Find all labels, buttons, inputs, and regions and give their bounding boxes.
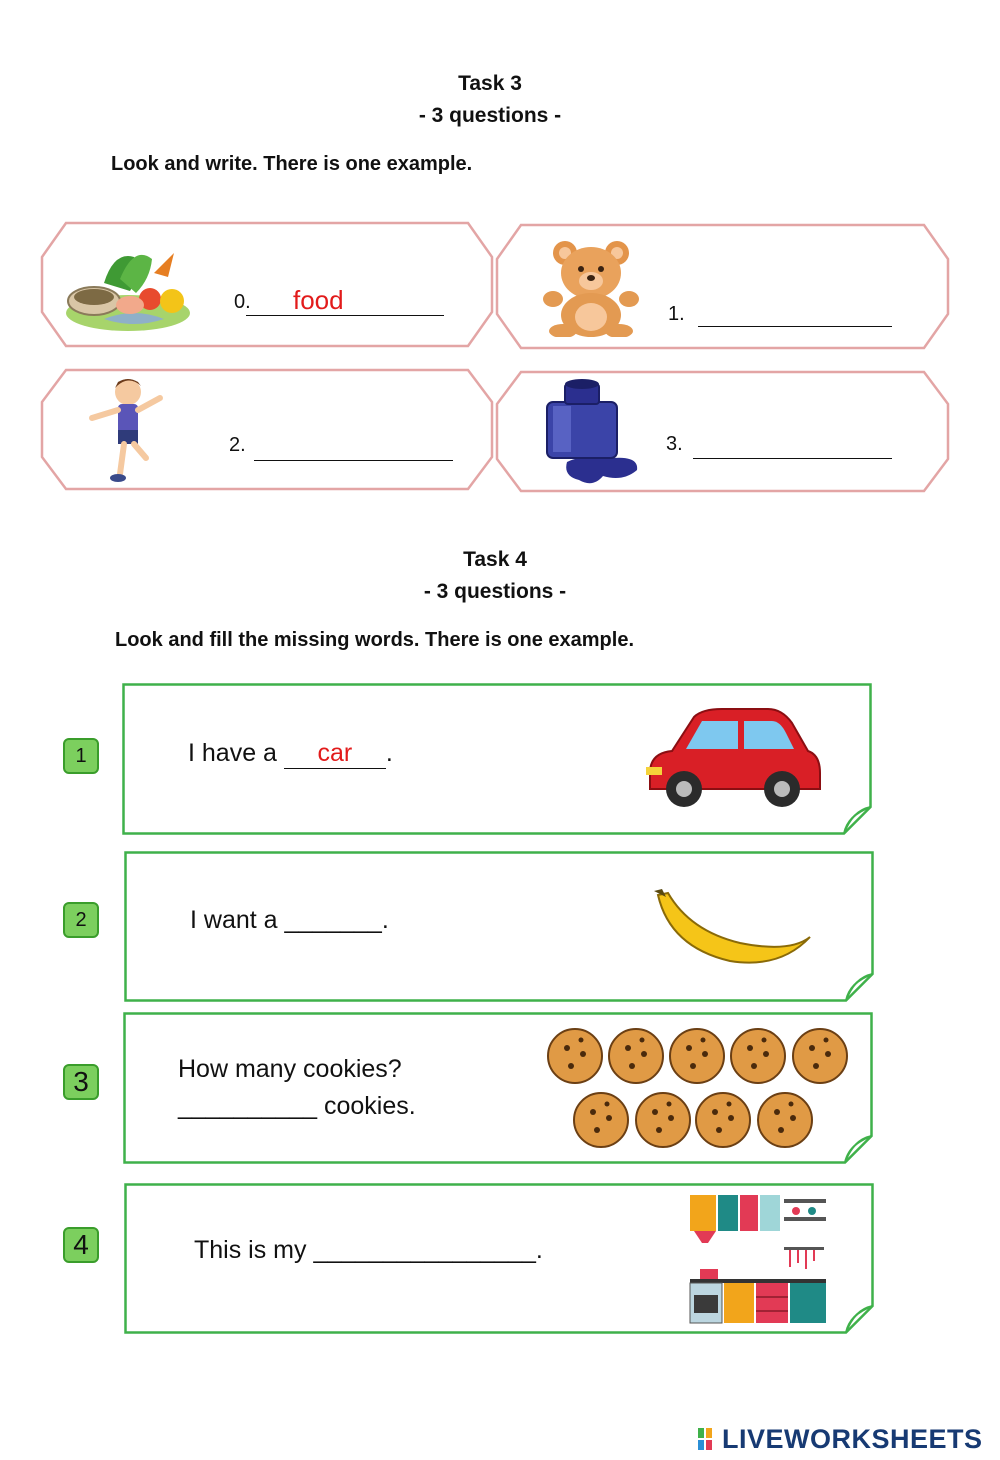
vegetables-and-fish-image <box>64 243 192 333</box>
sentence-end: cookies. <box>317 1092 416 1120</box>
sentence-end: . <box>385 739 393 767</box>
item-number: 2. <box>229 434 246 456</box>
task3-item-0 <box>40 221 494 348</box>
sentence-start: I have a <box>188 739 284 767</box>
task3-item-2 <box>40 368 494 491</box>
question-number-box: 4 <box>63 1227 99 1263</box>
answer-line[interactable] <box>693 458 892 459</box>
task4-item-4 <box>124 1183 874 1334</box>
answer-blank[interactable]: ________________ <box>313 1236 536 1264</box>
sentence-end: . <box>535 1236 543 1264</box>
sentence <box>178 1092 416 1121</box>
question-number-box: 3 <box>63 1064 99 1100</box>
example-answer: food <box>293 285 344 315</box>
task4-instruction: Look and fill the missing words. There is one example. <box>115 629 635 651</box>
question-text: How many cookies? <box>178 1055 402 1083</box>
teddy-bear-image <box>541 237 641 337</box>
example-answer: car <box>317 739 353 767</box>
item-number: 0. <box>234 291 251 313</box>
item-number: 1. <box>668 303 685 325</box>
question-number-box: 2 <box>63 902 99 938</box>
boy-running-image <box>86 374 166 486</box>
answer-line[interactable] <box>254 460 453 461</box>
answer-blank[interactable]: _______ <box>284 906 382 934</box>
sentence-start: I want a <box>190 906 285 934</box>
task3-title: Task 3 <box>458 72 522 95</box>
task3-subtitle: - 3 questions - <box>418 104 562 127</box>
sentence <box>190 906 389 935</box>
task3-item-3 <box>495 370 950 493</box>
item-number: 3. <box>666 433 683 455</box>
kitchen-image <box>688 1191 830 1325</box>
liveworksheets-logo-icon <box>698 1428 718 1452</box>
sentence <box>188 739 393 769</box>
car-image <box>642 703 822 815</box>
liveworksheets-logo <box>698 1424 983 1455</box>
answer-blank[interactable] <box>284 739 386 769</box>
answer-blank[interactable]: __________ <box>178 1092 318 1120</box>
cookie-icon <box>548 1029 847 1147</box>
task3-item-1 <box>495 223 950 350</box>
sentence-end: . <box>381 906 389 934</box>
task4-item-2 <box>124 851 874 1002</box>
sentence <box>194 1236 543 1265</box>
logo-text: LIVEWORKSHEETS <box>722 1424 983 1454</box>
answer-line[interactable] <box>698 326 892 327</box>
task4-subtitle: - 3 questions - <box>423 580 567 603</box>
question-number-box: 1 <box>63 738 99 774</box>
answer-line[interactable] <box>246 315 444 316</box>
task4-item-1 <box>122 683 872 835</box>
ink-bottle-image <box>543 376 643 488</box>
task4-item-3 <box>123 1012 873 1164</box>
banana-image <box>650 887 816 973</box>
task4-title: Task 4 <box>463 548 527 571</box>
cookies-image <box>543 1026 853 1152</box>
sentence-start: This is my <box>194 1236 314 1264</box>
task3-instruction: Look and write. There is one example. <box>111 153 473 175</box>
